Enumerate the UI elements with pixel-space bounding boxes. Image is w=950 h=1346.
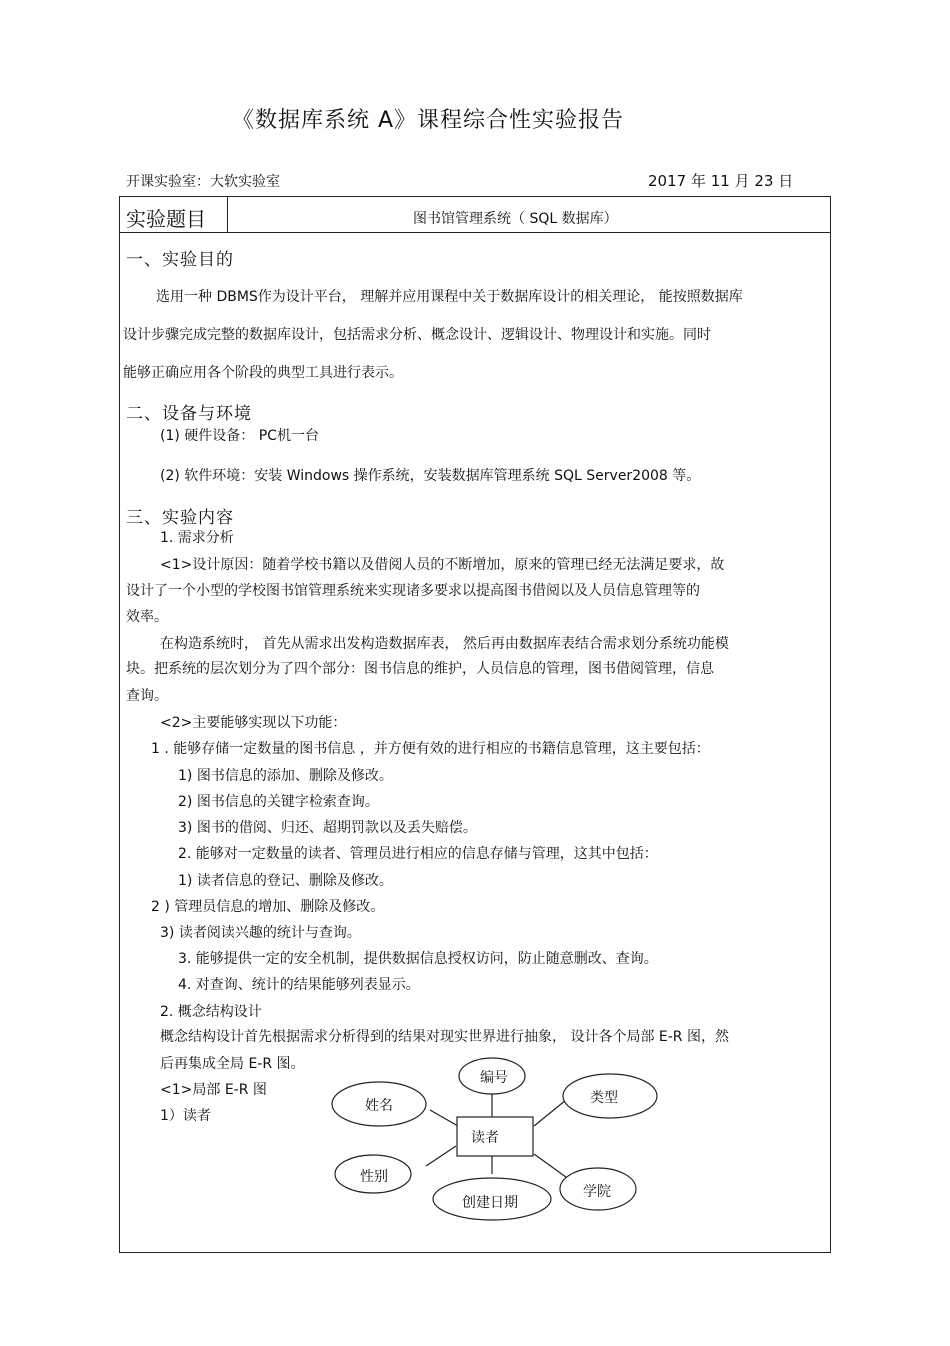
subject-label: 实验题目 [126,207,206,231]
s3-p1-line-2: 设计了一个小型的学校图书馆管理系统来实现诸多要求以提高图书借阅以及人员信息管理等的 [126,583,700,599]
function-1-3: 3) 图书的借阅、归还、超期罚款以及丢失赔偿。 [178,820,477,836]
section-3-heading: 三、实验内容 [126,508,234,528]
connector-college [534,1154,570,1180]
s2-item-1: (1) 硬件设备： PC机一台 [160,428,319,444]
entity-reader: 读者 [471,1130,499,1146]
attr-college: 学院 [583,1184,611,1200]
table-divider [119,232,831,233]
attr-gender: 性别 [360,1169,388,1185]
s1-line-2: 设计步骤完成完整的数据库设计，包括需求分析、概念设计、逻辑设计、物理设计和实施。同时 [123,327,711,343]
s3-p1-line-3: 效率。 [126,609,168,625]
function-2: 2. 能够对一定数量的读者、管理员进行相应的信息存储与管理，这其中包括： [178,846,658,862]
s3-p3-line-2: 后再集成全局 E-R 图。 [160,1056,305,1072]
lab-label: 开课实验室：大软实验室 [126,174,280,190]
s3-p1-line-1: <1>设计原因：随着学校书籍以及借阅人员的不断增加，原来的管理已经无法满足要求，故 [160,557,725,573]
s3-sub-1: 1. 需求分析 [160,530,234,546]
function-1-2: 2) 图书信息的关键字检索查询。 [178,794,379,810]
s1-line-3: 能够正确应用各个阶段的典型工具进行表示。 [123,365,403,381]
s2-item-2: (2) 软件环境：安装 Windows 操作系统，安装数据库管理系统 SQL Server2008 等。 [160,468,701,484]
s3-reader: 1）读者 [160,1108,211,1124]
s1-line-1: 选用一种 DBMS作为设计平台， 理解并应用课程中关于数据库设计的相关理论， 能按照数据库 [156,289,743,305]
function-4: 4. 对查询、统计的结果能够列表显示。 [178,977,420,993]
s3-local-er: <1>局部 E-R 图 [160,1082,267,1098]
section-2-heading: 二、设备与环境 [126,404,252,424]
function-2-3: 3) 读者阅读兴趣的统计与查询。 [160,925,361,941]
function-2-2: 2 ) 管理员信息的增加、删除及修改。 [151,899,385,915]
section-1-heading: 一、实验目的 [126,250,234,270]
attr-name: 姓名 [365,1098,393,1114]
report-date: 2017 年 11 月 23 日 [648,172,794,190]
attr-created: 创建日期 [462,1195,518,1211]
subject-value: 图书馆管理系统（ SQL 数据库） [413,211,618,227]
er-diagram [330,1050,670,1225]
s3-requirements: <2>主要能够实现以下功能： [160,715,347,731]
s3-p3-line-1: 概念结构设计首先根据需求分析得到的结果对现实世界进行抽象， 设计各个局部 E-R 图，然 [160,1029,729,1045]
connector-type [534,1100,566,1126]
s3-sub-2: 2. 概念结构设计 [160,1004,262,1020]
attr-type: 类型 [590,1090,618,1106]
function-2-1: 1) 读者信息的登记、删除及修改。 [178,873,393,889]
function-1-1: 1) 图书信息的添加、删除及修改。 [178,768,393,784]
table-col-divider [227,196,228,233]
report-title: 《数据库系统 A》课程综合性实验报告 [232,108,625,133]
connector-name [430,1110,458,1126]
function-1: 1 . 能够存储一定数量的图书信息 ，并方便有效的进行相应的书籍信息管理，这主要包括： [151,741,710,757]
connector-gender [426,1146,456,1166]
function-3: 3. 能够提供一定的安全机制，提供数据信息授权访问，防止随意删改、查询。 [178,951,658,967]
attr-id: 编号 [480,1070,508,1086]
s3-p2-line-2: 块。把系统的层次划分为了四个部分：图书信息的维护，人员信息的管理，图书借阅管理，信息 [126,661,714,677]
s3-p2-line-3: 查询。 [126,688,168,704]
s3-p2-line-1: 在构造系统时， 首先从需求出发构造数据库表， 然后再由数据库表结合需求划分系统功能模 [160,636,729,652]
